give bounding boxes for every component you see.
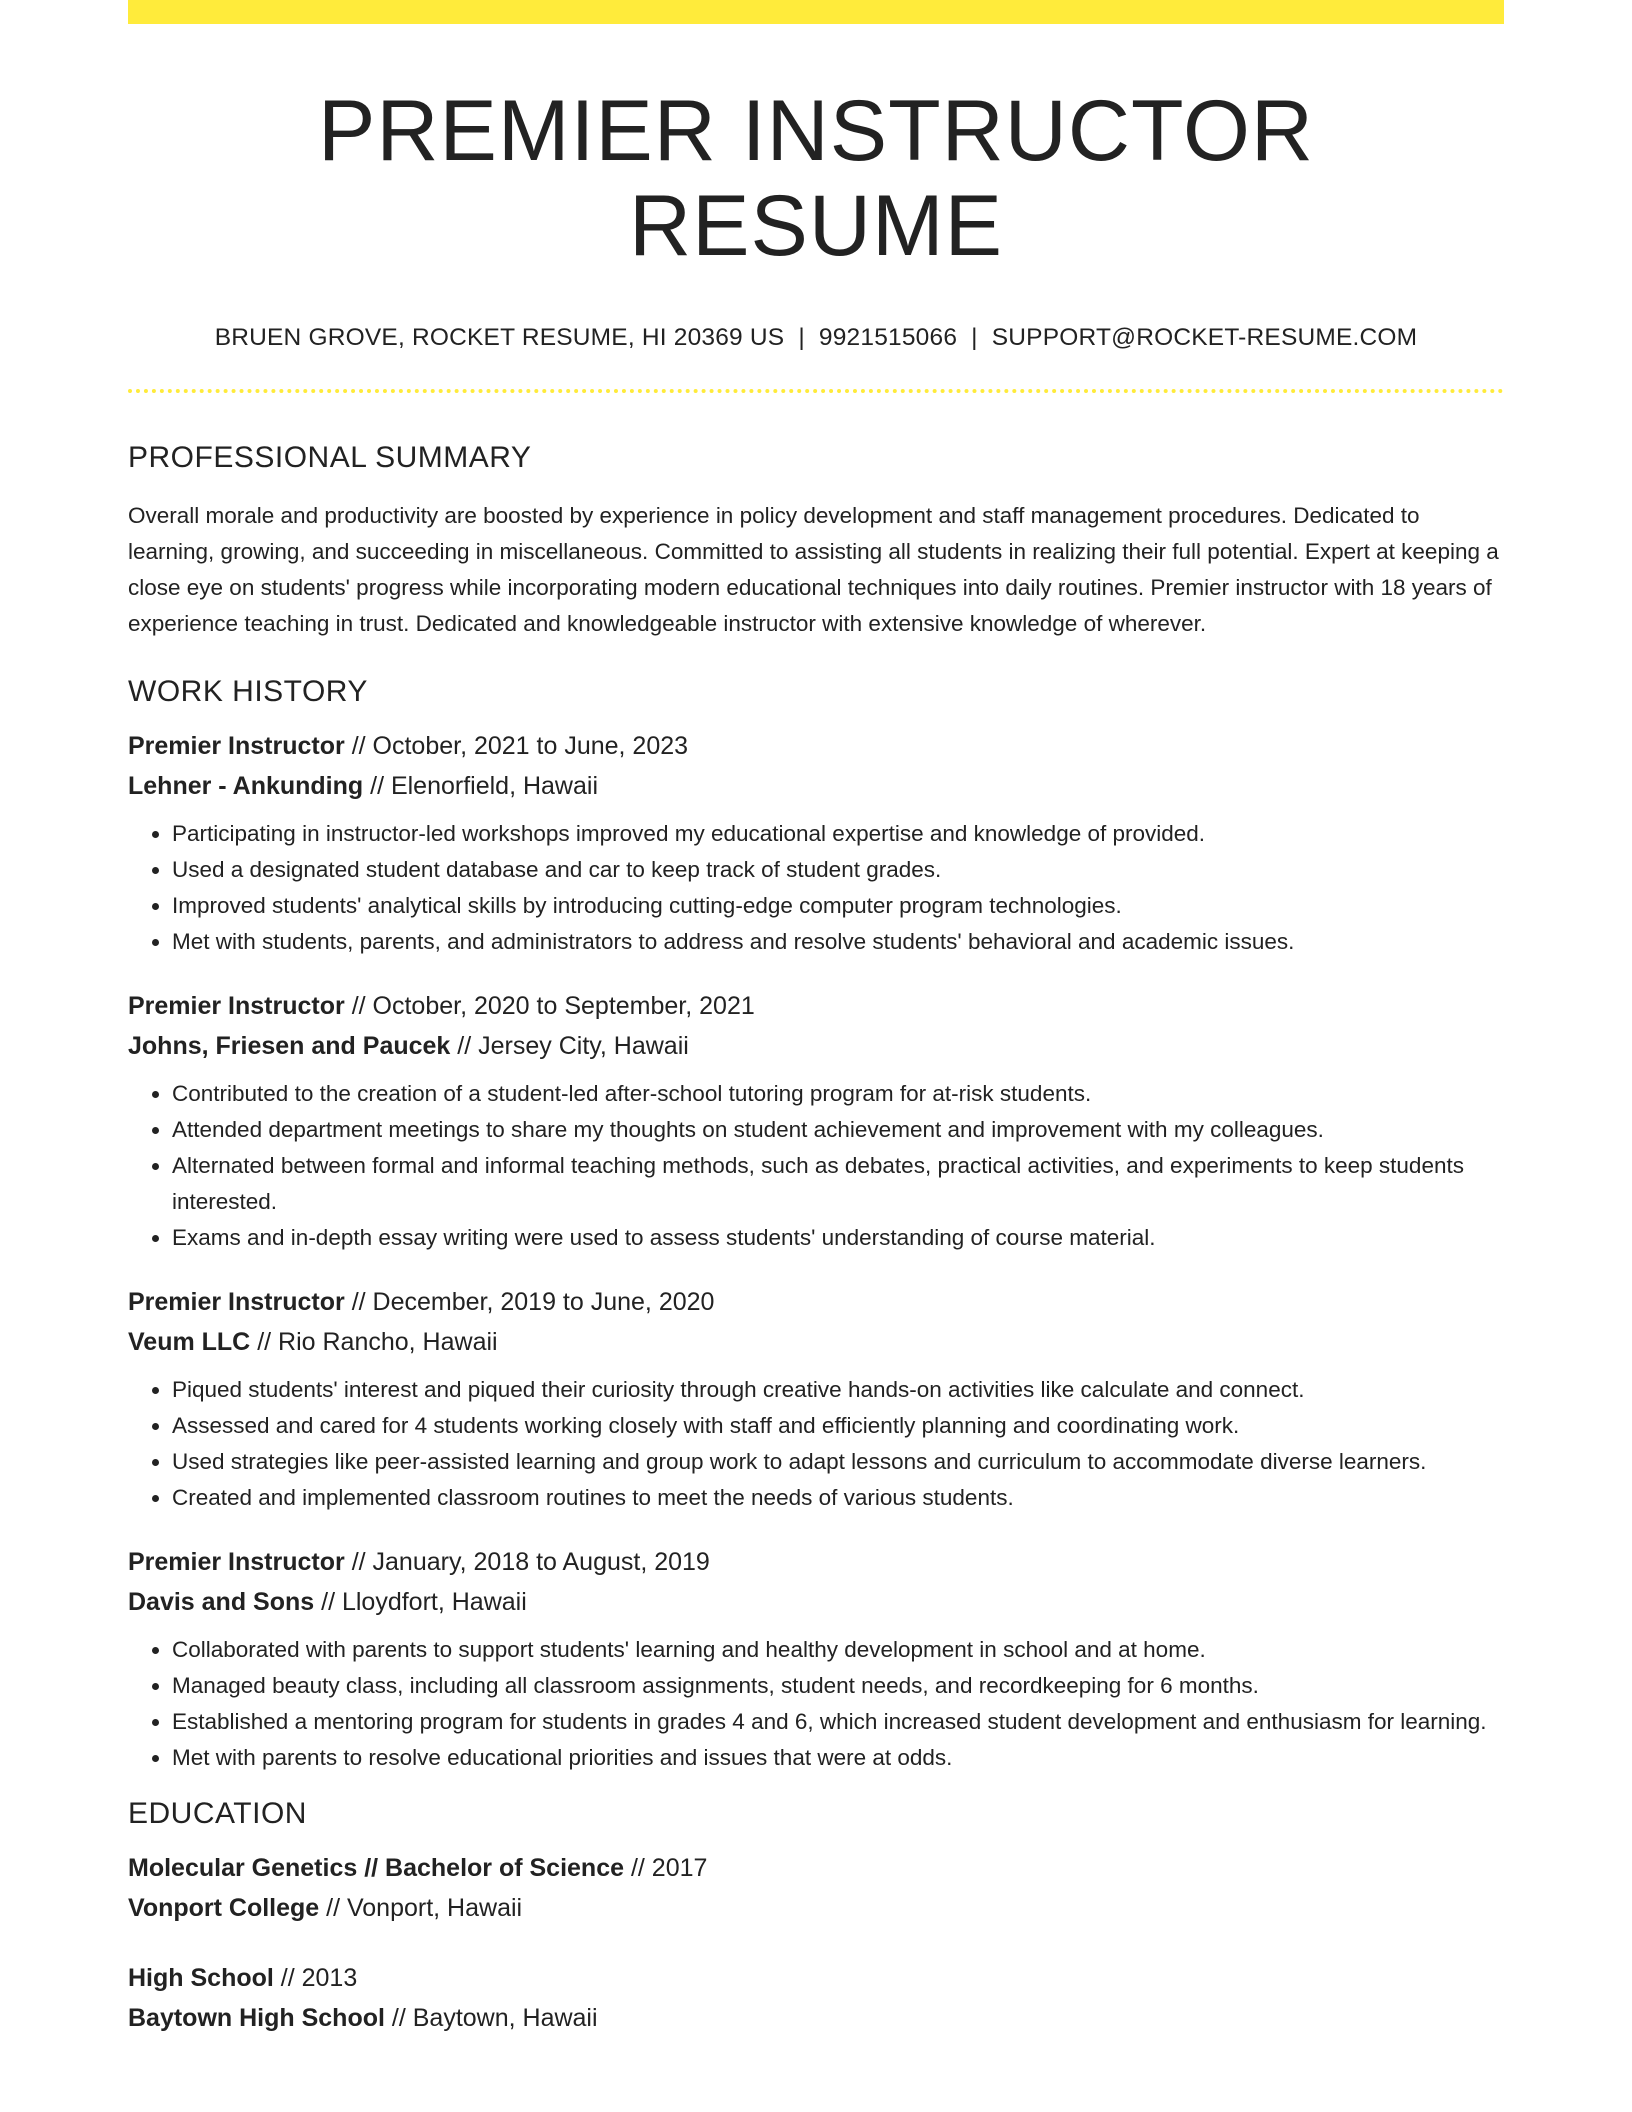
job-bullet: • Established a mentoring program for students in grades 4 and 6, which increased student development and enthusiasm for learning. (172, 1704, 1504, 1740)
job-bullet: • Collaborated with parents to support students' learning and healthy development in school and at home. (172, 1632, 1504, 1668)
education-entry (128, 1848, 1504, 1928)
job-dates: // October, 2021 to June, 2023 (344, 731, 689, 760)
education-degree: Molecular Genetics // Bachelor of Science (128, 1853, 625, 1882)
job-bullet-list (128, 1372, 1504, 1516)
contact-phone: 9921515066 (818, 324, 958, 352)
work-history-list (128, 726, 1504, 1776)
education-school-line (128, 1998, 1504, 2038)
accent-top-bar (128, 0, 1504, 24)
job-role-line (128, 1542, 1504, 1582)
education-year: // 2017 (624, 1853, 708, 1882)
job-dates: // January, 2018 to August, 2019 (344, 1547, 710, 1576)
job-company-line (128, 766, 1504, 806)
job-role: Premier Instructor (128, 1547, 345, 1576)
job-location: // Jersey City, Hawaii (450, 1031, 689, 1060)
job-bullet-list (128, 1632, 1504, 1776)
education-entry (128, 1958, 1504, 2038)
job-bullet: • Managed beauty class, including all classroom assignments, student needs, and recordkeeping for 6 months. (172, 1668, 1504, 1704)
job-entry (128, 726, 1504, 960)
job-dates: // December, 2019 to June, 2020 (344, 1287, 715, 1316)
job-bullet: • Created and implemented classroom routines to meet the needs of various students. (172, 1480, 1504, 1516)
education-school: Vonport College (128, 1893, 320, 1922)
job-bullet: • Exams and in-depth essay writing were used to assess students' understanding of course material. (172, 1220, 1504, 1256)
job-company: Davis and Sons (128, 1587, 315, 1616)
job-entry (128, 1542, 1504, 1776)
job-role-line (128, 986, 1504, 1026)
education-list (128, 1848, 1504, 2038)
contact-separator: | (971, 324, 978, 352)
contact-address: BRUEN GROVE, ROCKET RESUME, HI 20369 US (214, 324, 785, 352)
summary-heading: PROFESSIONAL SUMMARY (128, 440, 532, 474)
job-dates: // October, 2020 to September, 2021 (344, 991, 755, 1020)
education-location: // Baytown, Hawaii (384, 2003, 598, 2032)
education-degree: High School (128, 1963, 274, 1992)
education-heading: EDUCATION (128, 1796, 307, 1830)
dotted-divider (128, 389, 1504, 393)
job-bullet-list (128, 1076, 1504, 1256)
job-bullet-list (128, 816, 1504, 960)
job-entry (128, 1282, 1504, 1516)
job-role: Premier Instructor (128, 731, 345, 760)
contact-separator: | (798, 324, 805, 352)
job-location: // Elenorfield, Hawaii (363, 771, 598, 800)
job-company: Lehner - Ankunding (128, 771, 364, 800)
job-bullet: • Improved students' analytical skills by introducing cutting-edge computer program technologies. (172, 888, 1504, 924)
job-role: Premier Instructor (128, 991, 345, 1020)
contact-email: SUPPORT@ROCKET-RESUME.COM (991, 324, 1418, 352)
education-school: Baytown High School (128, 2003, 385, 2032)
education-degree-line (128, 1958, 1504, 1998)
education-school-line (128, 1888, 1504, 1928)
job-bullet: • Used strategies like peer-assisted learning and group work to adapt lessons and curriculum to accommodate diverse learners. (172, 1444, 1504, 1480)
contact-line (128, 323, 1504, 352)
education-year: // 2013 (273, 1963, 358, 1992)
job-bullet: • Piqued students' interest and piqued their curiosity through creative hands-on activities like calculate and connect. (172, 1372, 1504, 1408)
job-entry (128, 986, 1504, 1256)
job-company-line (128, 1026, 1504, 1066)
job-company: Veum LLC (128, 1327, 251, 1356)
job-company-line (128, 1582, 1504, 1622)
education-degree-line (128, 1848, 1504, 1888)
job-role-line (128, 1282, 1504, 1322)
job-bullet: • Used a designated student database and car to keep track of student grades. (172, 852, 1504, 888)
job-bullet: • Contributed to the creation of a student-led after-school tutoring program for at-risk students. (172, 1076, 1504, 1112)
job-bullet: • Met with students, parents, and administrators to address and resolve students' behavioral and academic issues. (172, 924, 1504, 960)
summary-text: Overall morale and productivity are boosted by experience in policy development and staff management procedures. Dedicated to learning, growing, and succeeding in miscellaneous. Committed to assisting all students in realizing their full potential. Expert at keeping a close eye on students' progress while incorporating modern educational techniques into daily routines. Premier instructor with 18 years of experience teaching in trust. Dedicated and knowledgeable instructor with extensive knowledge of wherever. (128, 502, 1499, 636)
job-company: Johns, Friesen and Paucek (128, 1031, 451, 1060)
job-location: // Rio Rancho, Hawaii (250, 1327, 498, 1356)
job-role-line (128, 726, 1504, 766)
work-history-heading: WORK HISTORY (128, 674, 368, 708)
resume-page (128, 0, 1504, 2038)
job-location: // Lloydfort, Hawaii (314, 1587, 527, 1616)
job-bullet: • Alternated between formal and informal teaching methods, such as debates, practical activities, and experiments to keep students interested. (172, 1148, 1504, 1220)
job-role: Premier Instructor (128, 1287, 345, 1316)
job-bullet: • Assessed and cared for 4 students working closely with staff and efficiently planning and coordinating work. (172, 1408, 1504, 1444)
education-location: // Vonport, Hawaii (319, 1893, 523, 1922)
job-bullet: • Met with parents to resolve educational priorities and issues that were at odds. (172, 1740, 1504, 1776)
job-bullet: • Attended department meetings to share my thoughts on student achievement and improvement with my colleagues. (172, 1112, 1504, 1148)
job-bullet: • Participating in instructor-led workshops improved my educational expertise and knowledge of provided. (172, 816, 1504, 852)
job-company-line (128, 1322, 1504, 1362)
resume-title: PREMIER INSTRUCTOR RESUME (318, 83, 1314, 274)
